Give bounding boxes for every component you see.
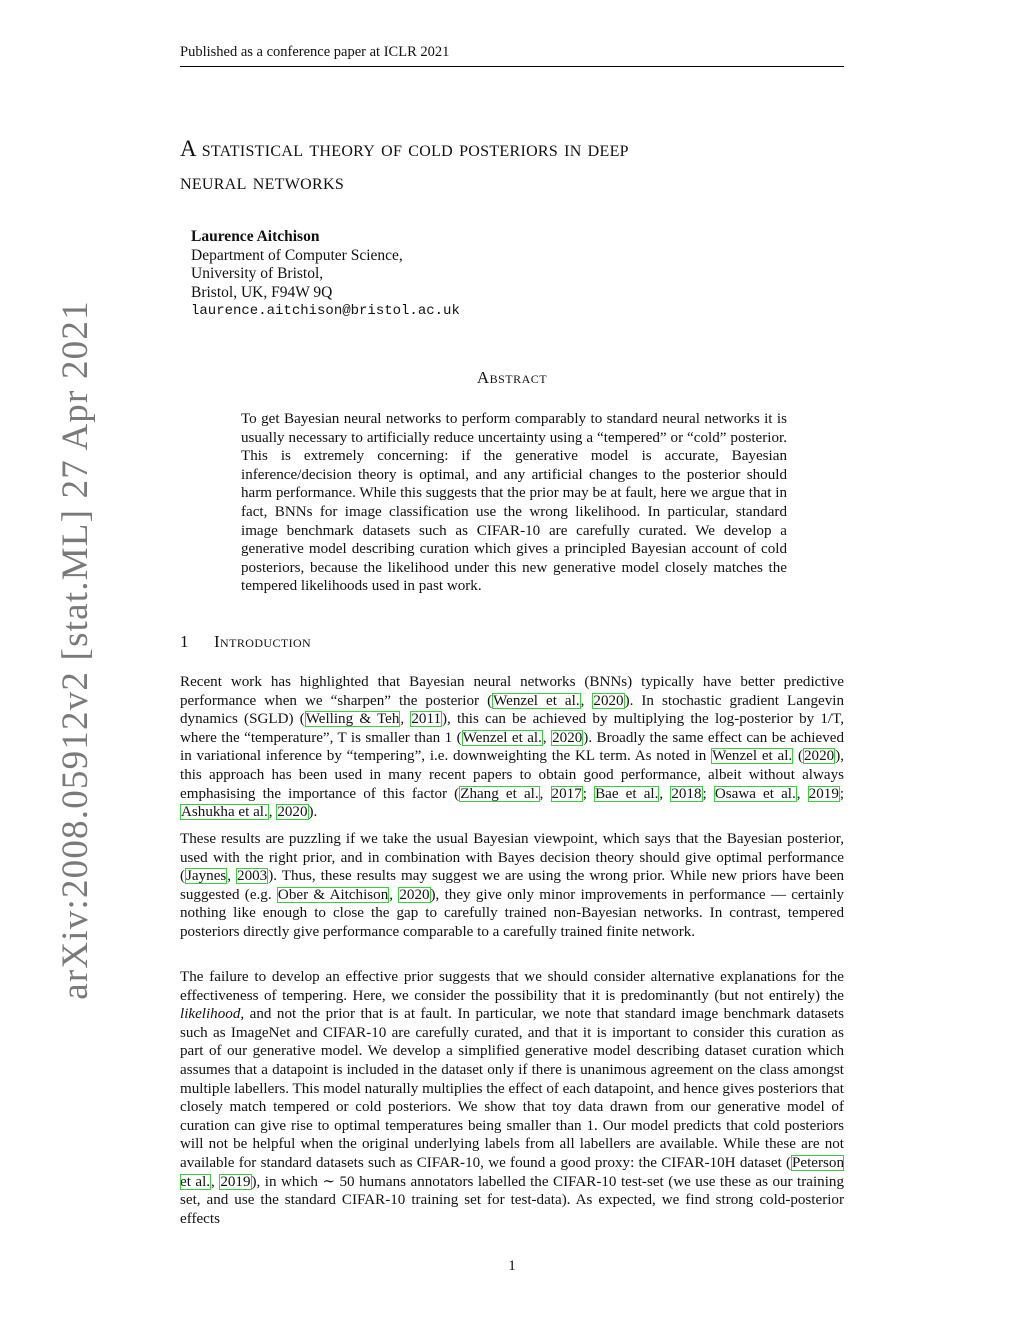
citation-link[interactable]: Zhang et al. — [460, 785, 539, 802]
citation-link[interactable]: Wenzel et al. — [462, 729, 542, 746]
citation-year-link[interactable]: 2003 — [237, 868, 268, 885]
section-number: 1 — [180, 632, 189, 651]
intro-paragraph-2: These results are puzzling if we take the usual Bayesian viewpoint, which says that the Bayesian posterior, used with the right prior, and in combination with Bayes decision theory should give optimal performance (Jaynes, 2003). Thus, these results may suggest we are using the wrong prior. While new priors have been suggested (e.g. Ober & Aitchison, 2020), they give only minor improvements in performance — certainly nothing like enough to close the gap to carefully trained non-Bayesian networks. In contrast, tempered posteriors directly give performance comparable to a carefully trained finite network. — [180, 831, 844, 940]
author-block — [191, 228, 460, 321]
citation-link[interactable]: Ashukha et al. — [181, 804, 268, 821]
author-email[interactable]: laurence.aitchison@bristol.ac.uk — [191, 303, 460, 319]
citation-link[interactable]: Wenzel et al. — [712, 748, 793, 765]
page-number: 1 — [508, 1258, 516, 1274]
citation-link[interactable]: Ober & Aitchison — [277, 886, 389, 903]
citation-year-link[interactable]: 2020 — [399, 886, 430, 903]
citation-link[interactable]: Wenzel et al. — [493, 692, 580, 709]
citation-year-link[interactable]: 2019 — [220, 1173, 251, 1190]
section-heading — [180, 632, 311, 652]
citation-link[interactable]: Osawa et al. — [714, 785, 796, 802]
citation-year-link[interactable]: 2011 — [411, 711, 442, 728]
citation-year-link[interactable]: 2020 — [804, 748, 835, 765]
author-university: University of Bristol, — [191, 265, 324, 282]
citation-year-link[interactable]: 2020 — [552, 729, 583, 746]
author-address: Bristol, UK, F94W 9Q — [191, 283, 333, 301]
section-title: Introduction — [214, 632, 312, 651]
running-header: Published as a conference paper at ICLR 2021 — [180, 44, 844, 67]
abstract-body: To get Bayesian neural networks to perform comparably to standard neural networks it is usually necessary to artificially reduce uncertainty using a “tempered” or “cold” posterior. This is extremely concerning: if the generative model is accurate, Bayesian inference/decision theory is optimal, and any artificial changes to the posterior should harm performance. While this suggests that the prior may be at fault, here we argue that in fact, BNNs for image classification use the wrong likelihood. In particular, standard image benchmark datasets such as CIFAR-10 are carefully curated. We develop a generative model describing curation which gives a principled Bayesian account of cold posteriors, because the likelihood under this new generative model closely matches the tempered likelihoods used in past work. — [241, 411, 787, 595]
citation-link[interactable]: Jaynes — [186, 868, 227, 885]
citation-year-link[interactable]: 2019 — [808, 785, 839, 802]
citation-year-link[interactable]: 2018 — [671, 785, 702, 802]
paper-title-line-2: neural networks — [180, 169, 345, 194]
author-name: Laurence Aitchison — [191, 228, 320, 245]
abstract-heading: Abstract — [476, 368, 548, 387]
paper-title — [180, 132, 860, 198]
author-department: Department of Computer Science, — [191, 246, 403, 264]
citation-link[interactable]: Welling & Teh — [305, 711, 400, 728]
citation-link[interactable]: Bae et al. — [595, 785, 659, 802]
citation-year-link[interactable]: 2020 — [277, 804, 308, 821]
arxiv-stamp: arXiv:2008.05912v2 [stat.ML] 27 Apr 2021 — [55, 300, 96, 1000]
intro-paragraph-3: The failure to develop an effective prior suggests that we should consider alternative explanations for the effectiveness of tempering. Here, we consider the possibility that it is predominantly (but not entirely) the likelihood, and not the prior that is at fault. In particular, we note that standard image benchmark datasets such as ImageNet and CIFAR-10 are carefully curated, and that it is important to consider this curation as part of our generative model. We develop a simplified generative model describing dataset curation which assumes that a datapoint is included in the dataset only if there is unanimous agreement on the class amongst multiple labellers. This model naturally multiplies the effect of each datapoint, and hence gives posteriors that closely match tempered or cold posteriors. We show that toy data drawn from our generative model of curation can give rise to optimal temperatures being smaller than 1. Our model predicts that cold posteriors will not be helpful when the original underlying labels from all labellers are available. While these are not available for standard datasets such as CIFAR-10, we found a good proxy: the CIFAR-10H dataset (Peterson et al., 2019), in which ∼ 50 humans annotators labelled the CIFAR-10 test-set (we use these as our training set, and use the standard CIFAR-10 training set for test-data). As expected, we find strong cold-posterior effects — [180, 969, 844, 1227]
citation-link[interactable]: Peterson et al. — [180, 1154, 844, 1190]
paper-title-line-1: A statistical theory of cold posteriors in deep — [180, 136, 629, 161]
citation-year-link[interactable]: 2017 — [551, 785, 582, 802]
citation-year-link[interactable]: 2020 — [593, 692, 624, 709]
intro-paragraph-1: Recent work has highlighted that Bayesian neural networks (BNNs) typically have better predictive performance when we “sharpen” the posterior (Wenzel et al., 2020). In stochastic gradient Langevin dynamics (SGLD) (Welling & Teh, 2011), this can be achieved by multiplying the log-posterior by 1/T, where the “temperature”, T is smaller than 1 (Wenzel et al., 2020). Broadly the same effect can be achieved in variational inference by “tempering”, i.e. downweighting the KL term. As noted in Wenzel et al. (2020), this approach has been used in many recent papers to obtain good performance, albeit without always emphasising the importance of this factor (Zhang et al., 2017; Bae et al., 2018; Osawa et al., 2019; Ashukha et al., 2020). — [180, 674, 845, 821]
